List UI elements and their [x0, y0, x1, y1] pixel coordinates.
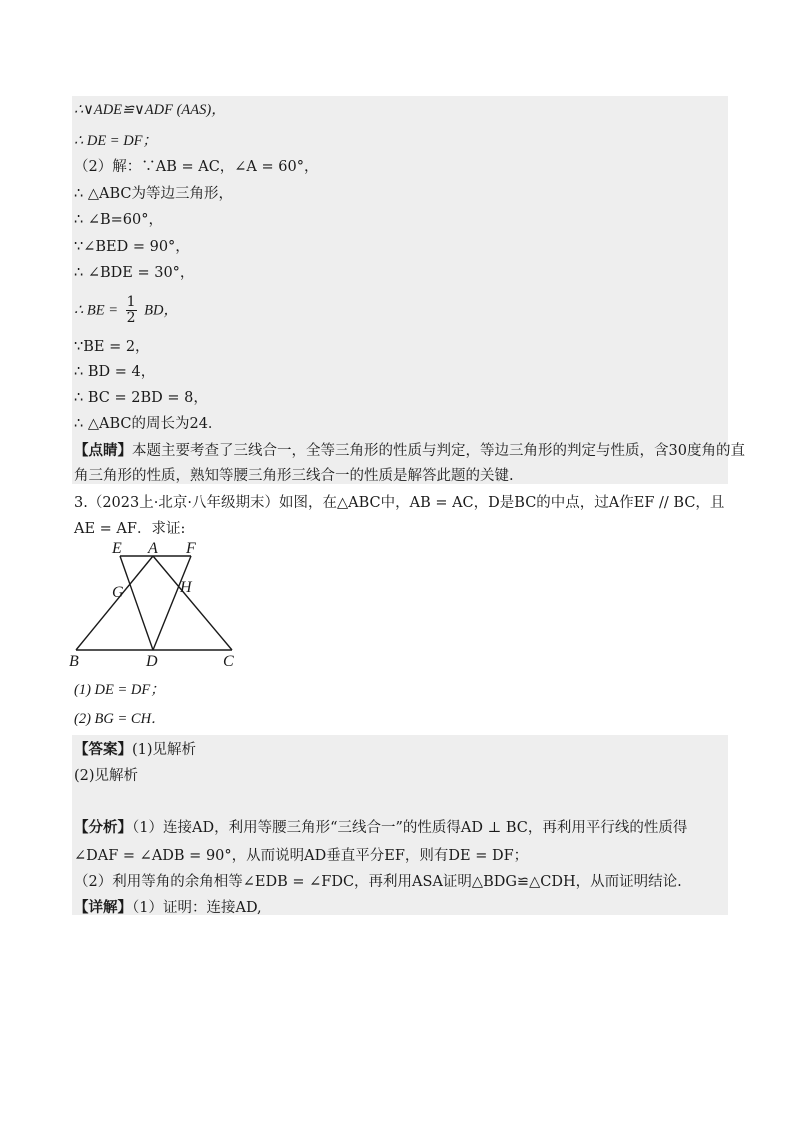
analysis-line-3: （2）利用等角的余角相等∠EDB = ∠FDC，再利用ASA证明△BDG≌△CDH，从而证明结论. — [74, 874, 682, 890]
solution-line-7: ∴ ∠BDE = 30°， — [74, 265, 195, 281]
fraction-numerator: 1 — [126, 294, 136, 310]
label-d: D — [146, 653, 158, 670]
analysis-line-2: ∠DAF = ∠ADB = 90°，从而说明AD垂直平分EF，则有DE = DF； — [74, 848, 529, 864]
label-e: E — [112, 540, 122, 557]
geometry-figure — [64, 540, 254, 672]
answer-1: (1)见解析 — [132, 742, 197, 758]
bd-text: BD， — [144, 302, 178, 319]
label-a: A — [148, 540, 158, 557]
segment-ed — [120, 556, 153, 650]
answer-line-1 — [74, 740, 196, 760]
solution-line-12: ∴ △ABC的周长为24． — [74, 416, 223, 432]
solution-line-4: ∴ △ABC为等边三角形， — [74, 186, 233, 202]
solution-line-5: ∴ ∠B=60°， — [74, 212, 163, 228]
problem-line-1: 3.（2023上·北京·八年级期末）如图，在△ABC中，AB = AC，D是BC的中点，过A作EF // BC，且 — [74, 495, 725, 511]
solution-line-6: ∵∠BED = 90°， — [74, 239, 190, 255]
solution-line-2: ∴ DE = DF； — [74, 133, 158, 149]
detail-line-1 — [74, 898, 262, 918]
comment-line-2: 角三角形的性质，熟知等腰三角形三线合一的性质是解答此题的关键. — [74, 468, 514, 484]
analysis-label: 【分析】 — [74, 819, 132, 836]
question-2: (2) BG = CH． — [74, 711, 166, 727]
label-f: F — [186, 540, 196, 557]
segment-fd — [153, 556, 191, 650]
fraction-denominator: 2 — [126, 310, 136, 326]
segment-ab — [76, 556, 153, 650]
comment-line-1 — [74, 441, 745, 461]
fraction-one-half — [126, 295, 137, 326]
segment-ac — [153, 556, 232, 650]
question-1: (1) DE = DF； — [74, 682, 165, 698]
solution-line-1: ∴∨ADE≌∨ADF (AAS)， — [74, 102, 226, 118]
comment-label: 【点睛】 — [74, 442, 132, 459]
solution-line-8 — [74, 295, 178, 326]
solution-line-9: ∵BE = 2， — [74, 339, 150, 355]
detail-label: 【详解】 — [74, 899, 132, 916]
label-c: C — [223, 653, 234, 670]
be-equals: ∴ BE = — [74, 302, 118, 319]
label-h: H — [180, 579, 192, 596]
analysis-line-1 — [74, 818, 687, 838]
label-b: B — [69, 653, 79, 670]
answer-line-2: (2)见解析 — [74, 768, 139, 784]
analysis-text-1: （1）连接AD，利用等腰三角形“三线合一”的性质得AD ⊥ BC，再利用平行线的性质得 — [132, 820, 688, 836]
solution-line-10: ∴ BD = 4， — [74, 364, 156, 380]
solution-line-3: （2）解：∵AB = AC，∠A = 60°， — [74, 159, 319, 175]
label-g: G — [112, 584, 124, 601]
problem-line-2: AE = AF．求证: — [74, 521, 186, 537]
solution-line-11: ∴ BC = 2BD = 8， — [74, 390, 208, 406]
answer-label: 【答案】 — [74, 741, 132, 758]
detail-text-1: （1）证明：连接AD, — [132, 900, 262, 916]
comment-text-1: 本题主要考查了三线合一，全等三角形的性质与判定，等边三角形的判定与性质，含30度角的直 — [132, 443, 745, 459]
